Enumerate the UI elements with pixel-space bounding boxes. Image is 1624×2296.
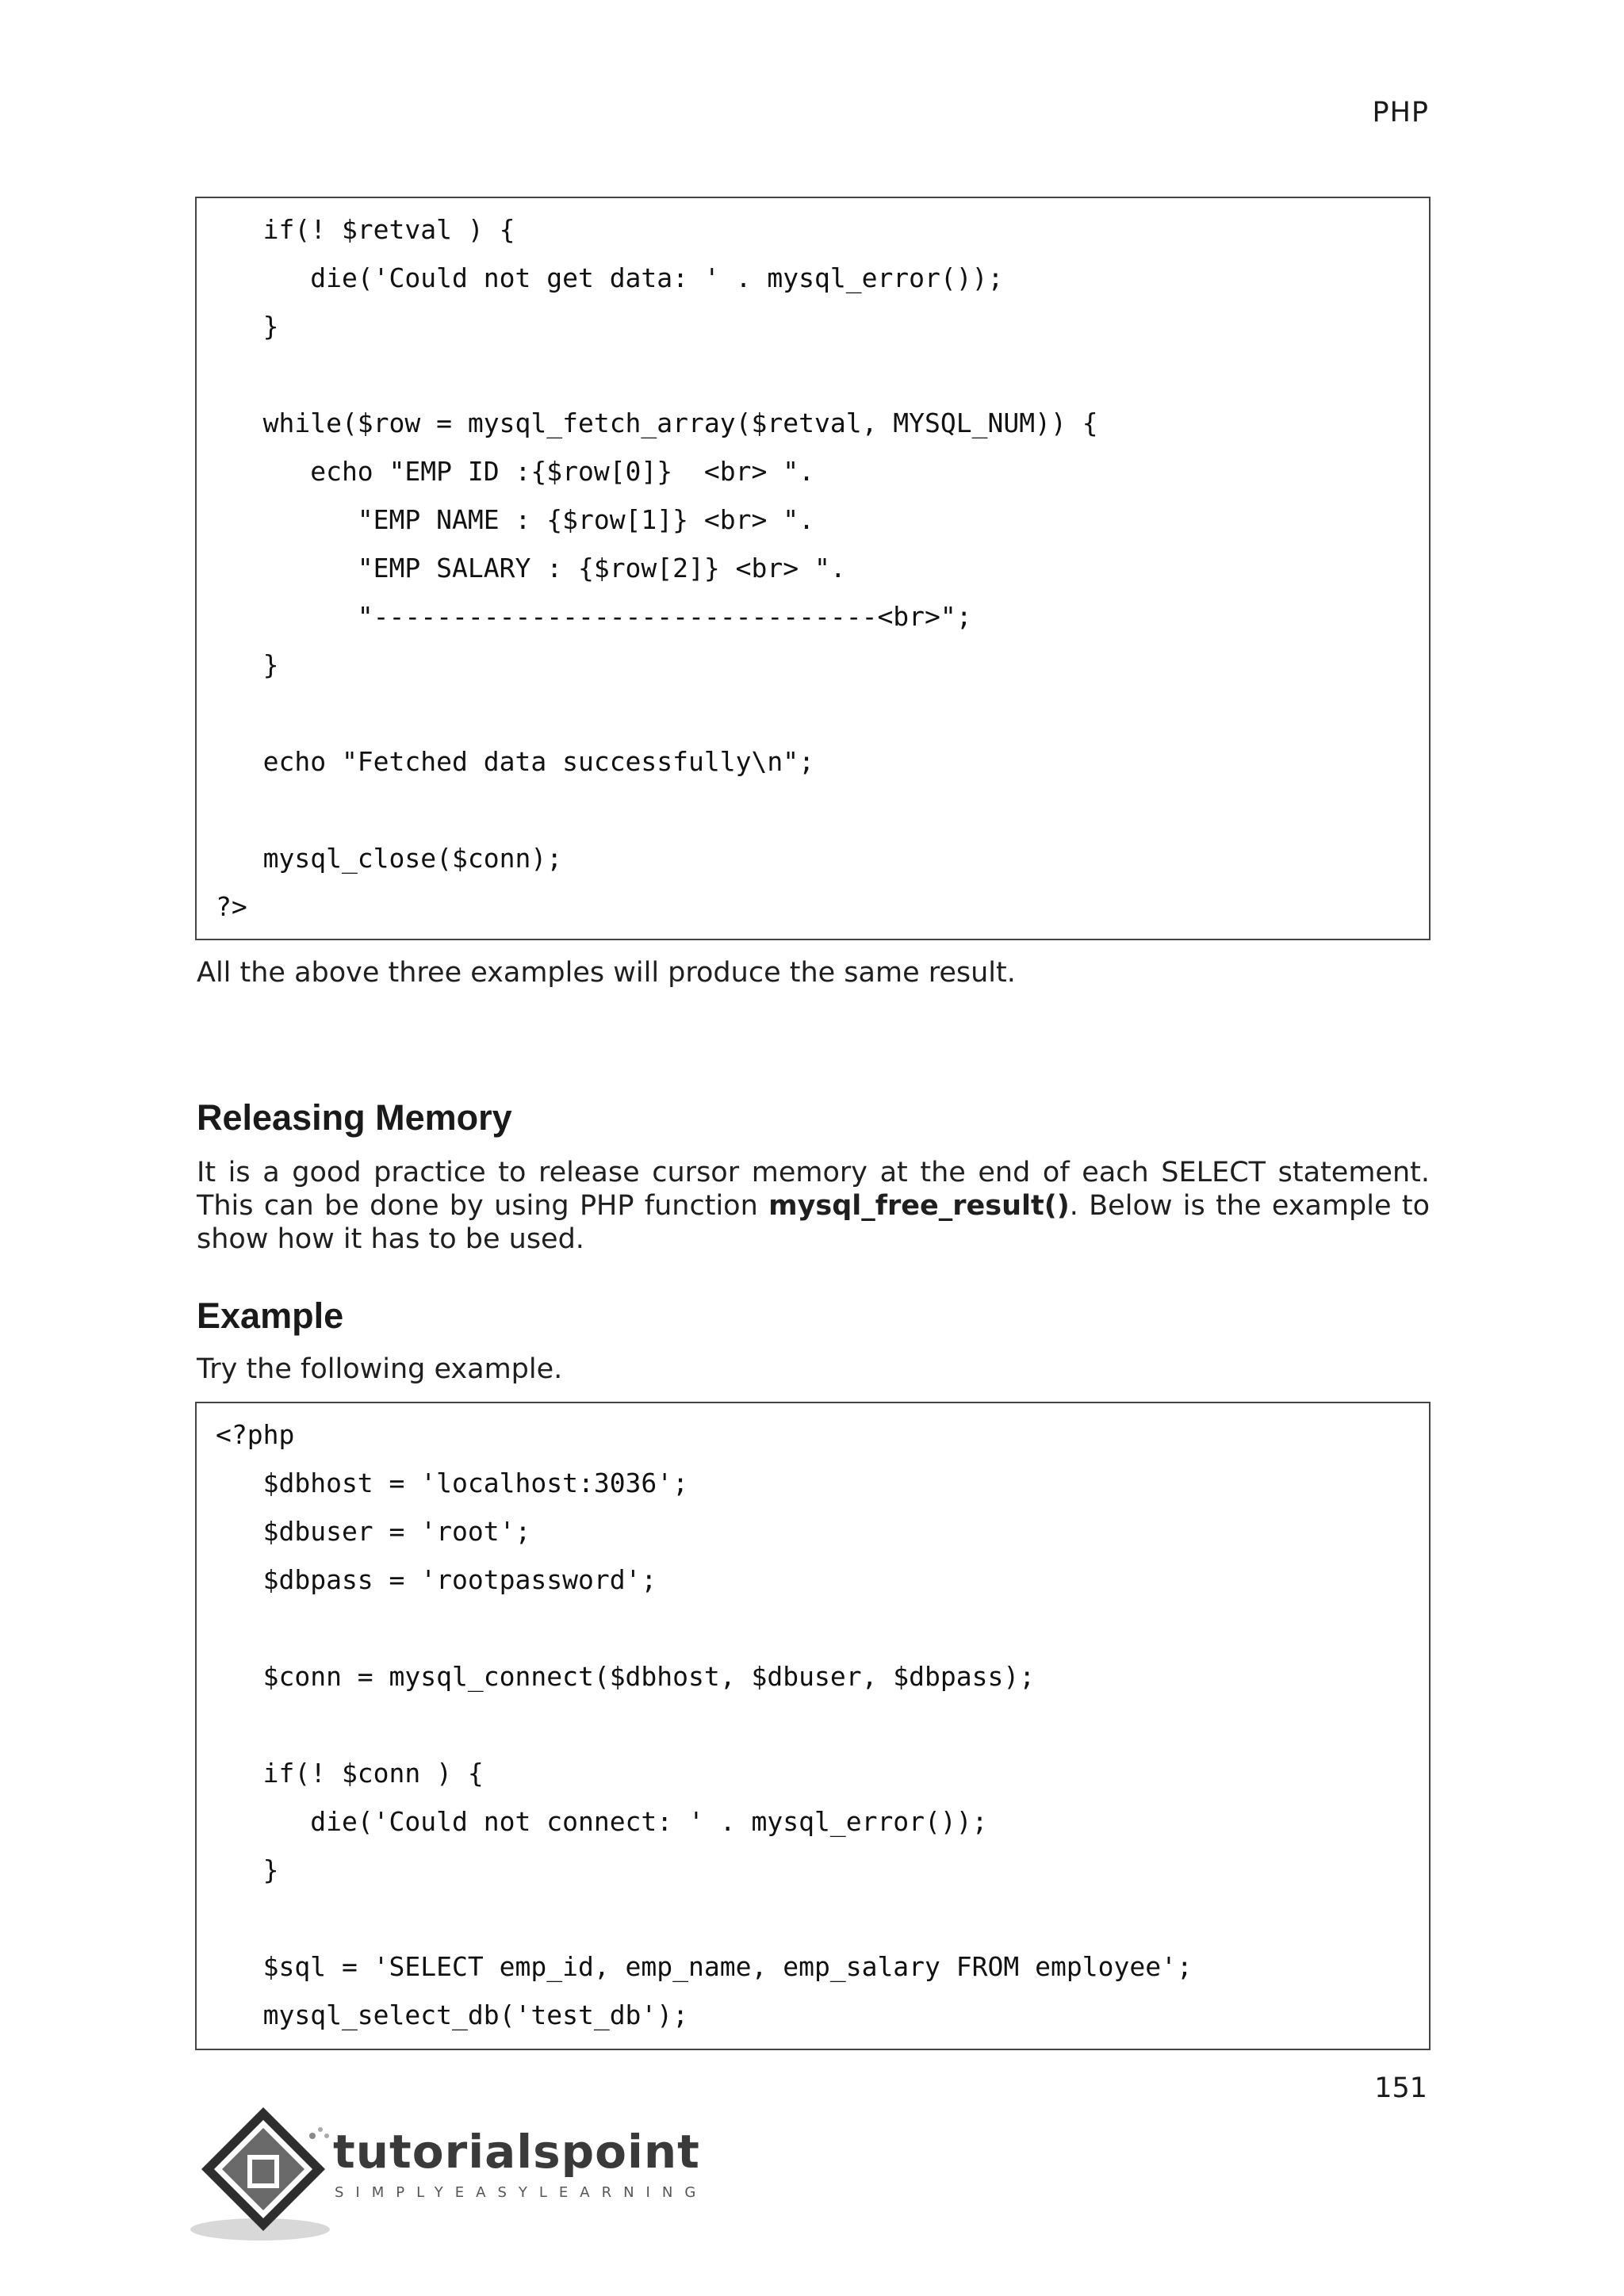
code-line: ?> xyxy=(216,891,247,922)
heading-example: Example xyxy=(197,1295,344,1336)
logo-wordmark: tutorialspoint xyxy=(333,2125,700,2179)
code-line: $sql = 'SELECT emp_id, emp_name, emp_salary FROM employee'; xyxy=(216,1951,1193,1982)
code-line: die('Could not connect: ' . mysql_error()); xyxy=(216,1806,988,1837)
function-name-bold: mysql_free_result() xyxy=(768,1190,1070,1222)
code-line: "EMP NAME : {$row[1]} <br> ". xyxy=(216,504,814,535)
code-line: die('Could not get data: ' . mysql_error()); xyxy=(216,262,1004,293)
code-line: "--------------------------------<br>"; xyxy=(216,601,972,632)
example-intro-paragraph: Try the following example. xyxy=(197,1353,563,1385)
code-line: echo "Fetched data successfully\n"; xyxy=(216,746,814,777)
logo-diamond-icon xyxy=(190,2101,349,2244)
code-block-1 xyxy=(195,197,1431,940)
code-line: } xyxy=(216,311,279,342)
code-line: $dbpass = 'rootpassword'; xyxy=(216,1564,657,1595)
code-line: $conn = mysql_connect($dbhost, $dbuser, $dbpass); xyxy=(216,1661,1036,1692)
code-line: if(! $retval ) { xyxy=(216,214,515,245)
heading-releasing-memory: Releasing Memory xyxy=(197,1097,512,1138)
code-line: $dbuser = 'root'; xyxy=(216,1516,531,1547)
code-line: } xyxy=(216,1854,279,1885)
code-line: mysql_close($conn); xyxy=(216,843,563,874)
code-line: <?php xyxy=(216,1419,295,1450)
code-line: if(! $conn ) { xyxy=(216,1758,484,1789)
code-block-2 xyxy=(195,1402,1431,2050)
releasing-memory-paragraph xyxy=(197,1156,1430,1256)
releasing-text-part1: It is a good practice to release cursor memory at the end of each SELECT statement. This can be done by using PHP function xyxy=(197,1157,1430,1222)
code-line: "EMP SALARY : {$row[2]} <br> ". xyxy=(216,553,846,584)
code-line: } xyxy=(216,649,279,680)
logo-tagline: SIMPLYEASYLEARNING xyxy=(335,2184,708,2201)
code-line: mysql_select_db('test_db'); xyxy=(216,1999,689,2030)
code-line: $dbhost = 'localhost:3036'; xyxy=(216,1468,689,1498)
releasing-text-part2: . Below is the example to show how it has to be used. xyxy=(197,1190,1430,1255)
header-section-label: PHP xyxy=(1372,97,1429,128)
code-line: echo "EMP ID :{$row[0]} <br> ". xyxy=(216,456,814,487)
tutorialspoint-logo xyxy=(190,2101,708,2244)
code-line: while($row = mysql_fetch_array($retval, MYSQL_NUM)) { xyxy=(216,408,1098,438)
page-number: 151 xyxy=(1374,2072,1427,2104)
result-paragraph: All the above three examples will produce the same result. xyxy=(197,957,1016,989)
